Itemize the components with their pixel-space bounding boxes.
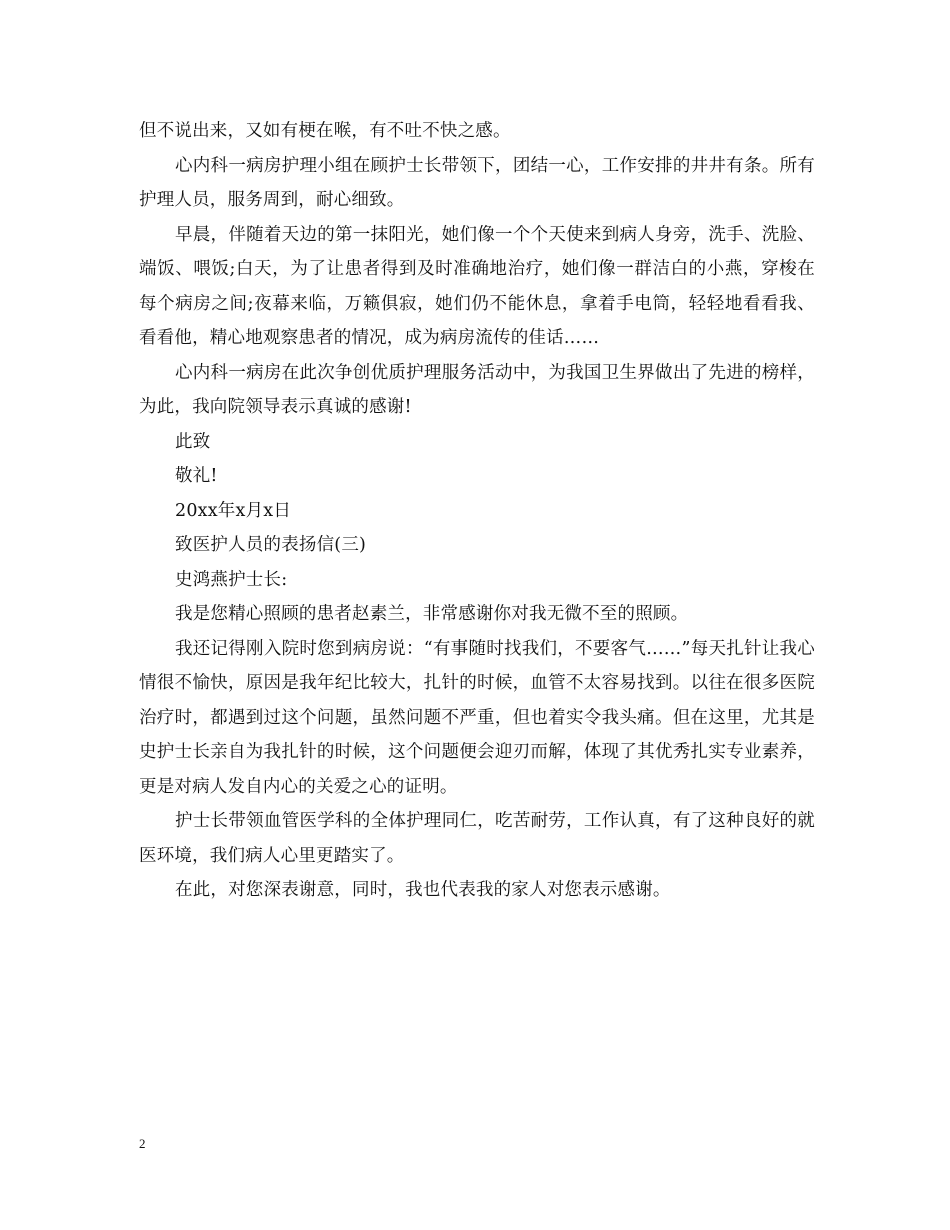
paragraph-3: 早晨，伴随着天边的第一抹阳光，她们像一个个天使来到病人身旁，洗手、洗脸、端饭、喂饭;白天，为了让患者得到及时准确地治疗，她们像一群洁白的小燕，穿梭在每个病房之间;夜幕来临，万籁俱寂，她们仍不能休息，拿着手电筒，轻轻地看看我、看看他，精心地观察患者的情况，成为病房流传的佳话…… (139, 224, 815, 348)
closing-salutation: 此致 (175, 431, 211, 452)
letter-date: 20xx年x月x日 (175, 500, 292, 521)
document-body (139, 114, 815, 908)
paragraph-12: 护士长带领血管医学科的全体护理同仁，吃苦耐劳，工作认真，有了这种良好的就医环境，我们病人心里更踏实了。 (139, 811, 815, 866)
section-title: 致医护人员的表扬信(三) (175, 535, 367, 555)
letter-greeting: 史鸿燕护士长: (175, 569, 288, 590)
paragraph-4: 心内科一病房在此次争创优质护理服务活动中，为我国卫生界做出了先进的榜样，为此，我向院领导表示真诚的感谢! (139, 362, 815, 417)
paragraph-1: 但不说出来，又如有梗在喉，有不吐不快之感。 (139, 121, 511, 141)
paragraph-11: 我还记得刚入院时您到病房说：“有事随时找我们，不要客气……”每天扎针让我心情很不愉快，原因是我年纪比较大，扎针的时候，血管不太容易找到。以往在很多医院治疗时，都遇到过这个问题，虽然问题不严重，但也着实令我头痛。但在这里，尤其是史护士长亲自为我扎针的时候，这个问题便会迎刃而解，体现了其优秀扎实专业素养，更是对病人发自内心的关爱之心的证明。 (139, 638, 815, 797)
closing-regards: 敬礼! (175, 466, 218, 486)
paragraph-13: 在此，对您深表谢意，同时，我也代表我的家人对您表示感谢。 (175, 880, 671, 900)
paragraph-10: 我是您精心照顾的患者赵素兰，非常感谢你对我无微不至的照顾。 (175, 604, 689, 624)
page-number: 2 (139, 1136, 146, 1151)
paragraph-2: 心内科一病房护理小组在顾护士长带领下，团结一心，工作安排的井井有条。所有护理人员，服务周到，耐心细致。 (139, 155, 815, 210)
